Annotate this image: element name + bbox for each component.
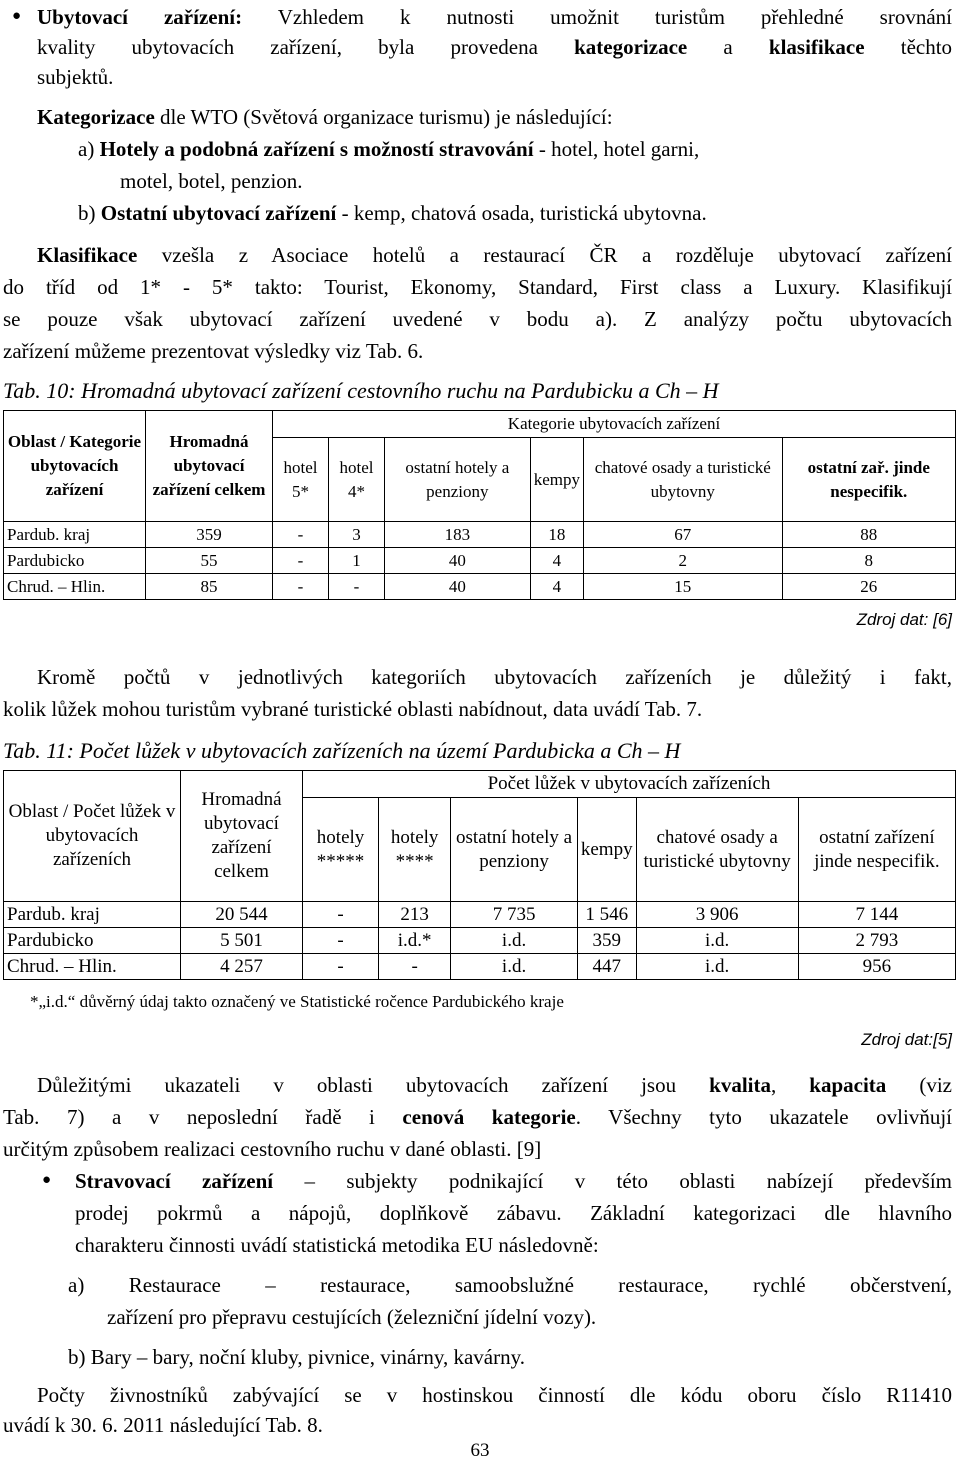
table-row [4,928,956,954]
table-row [4,954,956,980]
table11-source: Zdroj dat:[5] [861,1030,952,1049]
bullet2-b-line1: b) Bary – bary, noční kluby, pivnice, vinárny, kavárny. [68,1345,526,1369]
table-cell: 3 [329,522,385,548]
bullet-icon: ● [42,1172,52,1188]
table11-col-header: hotely **** [379,798,451,902]
table-row [4,574,956,600]
table-cell: 4 257 [181,954,303,980]
table11-caption: Tab. 11: Počet lůžek v ubytovacích zařízeních na území Pardubicka a Ch – H [3,738,681,763]
table-cell: Pardubicko [4,548,146,574]
table10-col-header: chatové osady a turistické ubytovny [583,438,782,522]
table-cell: 183 [385,522,531,548]
table-cell: - [273,574,329,600]
table10-col-header: hotel 4* [329,438,385,522]
table10-col-header: ostatní hotely a penziony [385,438,531,522]
table-cell: i.d. [636,928,798,954]
table-cell: 18 [530,522,583,548]
table-cell: Pardub. kraj [4,902,181,928]
para4-line2: uvádí k 30. 6. 2011 následující Tab. 8. [3,1413,323,1437]
table-cell: 3 906 [636,902,798,928]
table-cell: 447 [577,954,636,980]
table11-col-header: hotely ***** [303,798,379,902]
table-row [4,522,956,548]
bullet2-line1: Stravovací zařízení – subjekty podnikající v této oblasti nabízejí především [75,1169,953,1193]
bullet1-line1: Ubytovací zařízení: Vzhledem k nutnosti umožnit turistům přehledné srovnání [37,5,953,29]
table11-header-region: Oblast / Počet lůžek v ubytovacích zařízeních [4,771,181,902]
table10-col-header: kempy [530,438,583,522]
table-cell: 67 [583,522,782,548]
table-cell: - [273,522,329,548]
table11 [3,770,956,980]
table-cell: 5 501 [181,928,303,954]
klasifikace-line3: se pouze však ubytovací zařízení uvedené v bodu a). Z analýzy počtu ubytovacích [3,307,952,331]
table-cell: Pardubicko [4,928,181,954]
table10-col-header: hotel 5* [273,438,329,522]
table-cell: i.d.* [379,928,451,954]
table-cell: Pardub. kraj [4,522,146,548]
para2-line2: kolik lůžek mohou turistům vybrané turistické oblasti nabídnout, data uvádí Tab. 7. [3,697,703,721]
table-cell: 1 546 [577,902,636,928]
table10-header-region: Oblast / Kategorie ubytovacích zařízení [4,411,146,522]
table-cell: 4 [530,574,583,600]
table-cell: 40 [385,574,531,600]
table11-col-header: kempy [577,798,636,902]
kategorizace-a-line2: motel, botel, penzion. [120,169,303,193]
table-row [4,902,956,928]
table10-caption: Tab. 10: Hromadná ubytovací zařízení cestovního ruchu na Pardubicku a Ch – H [3,378,719,403]
table-cell: 213 [379,902,451,928]
table10-header-total: Hromadná ubytovací zařízení celkem [146,411,273,522]
table10 [3,410,956,600]
table-cell: 55 [146,548,273,574]
table-cell: 40 [385,548,531,574]
table-cell: 2 793 [798,928,955,954]
table11-col-header: chatové osady a turistické ubytovny [636,798,798,902]
table-cell: Chrud. – Hlin. [4,954,181,980]
table-cell: i.d. [451,954,578,980]
table-cell: 26 [782,574,955,600]
table-cell: 1 [329,548,385,574]
table-cell: Chrud. – Hlin. [4,574,146,600]
table10-source: Zdroj dat: [6] [856,610,952,629]
table10-header-group: Kategorie ubytovacích zařízení [273,411,956,438]
table-cell: - [273,548,329,574]
table-cell: 7 144 [798,902,955,928]
bullet1-line2: kvality ubytovacích zařízení, byla provedena kategorizace a klasifikace těchto [37,35,953,59]
table-cell: i.d. [451,928,578,954]
table-cell: i.d. [636,954,798,980]
bullet2-line3: charakteru činnosti uvádí statistická metodika EU následovně: [75,1233,599,1257]
table11-header-group: Počet lůžek v ubytovacích zařízeních [303,771,956,798]
para3-line2: Tab. 7) a v neposlední řadě i cenová kategorie. Všechny tyto ukazatele ovlivňují [3,1105,952,1129]
klasifikace-line4: zařízení můžeme prezentovat výsledky viz Tab. 6. [3,339,424,363]
para3-line1: Důležitými ukazateli v oblasti ubytovacích zařízení jsou kvalita, kapacita (viz [37,1073,953,1097]
table10-col-header: ostatní zař. jinde nespecifik. [782,438,955,522]
table-cell: - [303,928,379,954]
bullet1-line3: subjektů. [37,65,114,89]
table-cell: - [329,574,385,600]
page-number: 63 [470,1440,490,1461]
table11-col-header: ostatní hotely a penziony [451,798,578,902]
kategorizace-b: b) Ostatní ubytovací zařízení - kemp, chatová osada, turistická ubytovna. [78,201,707,225]
table-cell: 8 [782,548,955,574]
kategorizace-intro: Kategorizace dle WTO (Světová organizace turismu) je následující: [37,105,613,129]
bullet2-line2: prodej pokrmů a nápojů, doplňkově zábavu. Základní kategorizaci dle hlavního [75,1201,952,1225]
bullet2-a-line1: a) Restaurace – restaurace, samoobslužné restaurace, rychlé občerstvení, [68,1273,952,1297]
kategorizace-a: a) Hotely a podobná zařízení s možností stravování - hotel, hotel garni, [78,137,700,161]
table-cell: 2 [583,548,782,574]
table-cell: 15 [583,574,782,600]
bullet2-a-line2: zařízení pro přepravu cestujících (železniční jídelní vozy). [107,1305,597,1329]
para3-line3: určitým způsobem realizaci cestovního ruchu v dané oblasti. [9] [3,1137,542,1161]
table-cell: - [303,902,379,928]
table-cell: - [379,954,451,980]
bullet-icon: ● [12,8,22,24]
table11-col-header: ostatní zařízení jinde nespecifik. [798,798,955,902]
para4-line1: Počty živnostníků zabývající se v hostinskou činností dle kódu oboru číslo R11410 [37,1383,952,1407]
table-cell: 88 [782,522,955,548]
table-cell: 956 [798,954,955,980]
table-cell: 359 [146,522,273,548]
table11-header-total: Hromadná ubytovací zařízení celkem [181,771,303,902]
table-cell: 359 [577,928,636,954]
table-row [4,548,956,574]
table-cell: 7 735 [451,902,578,928]
table11-footnote: *„i.d.“ důvěrný údaj takto označený ve Statistické ročence Pardubického kraje [30,992,564,1011]
klasifikace-line2: do tříd od 1* - 5* takto: Tourist, Ekonomy, Standard, First class a Luxury. Klasifikují [3,275,952,299]
klasifikace-line1: Klasifikace vzešla z Asociace hotelů a restaurací ČR a rozděluje ubytovací zařízení [37,243,952,267]
table-cell: 20 544 [181,902,303,928]
table-cell: 4 [530,548,583,574]
table-cell: 85 [146,574,273,600]
para2-line1: Kromě počtů v jednotlivých kategoriích ubytovacích zařízeních je důležitý i fakt, [37,665,952,689]
table-cell: - [303,954,379,980]
